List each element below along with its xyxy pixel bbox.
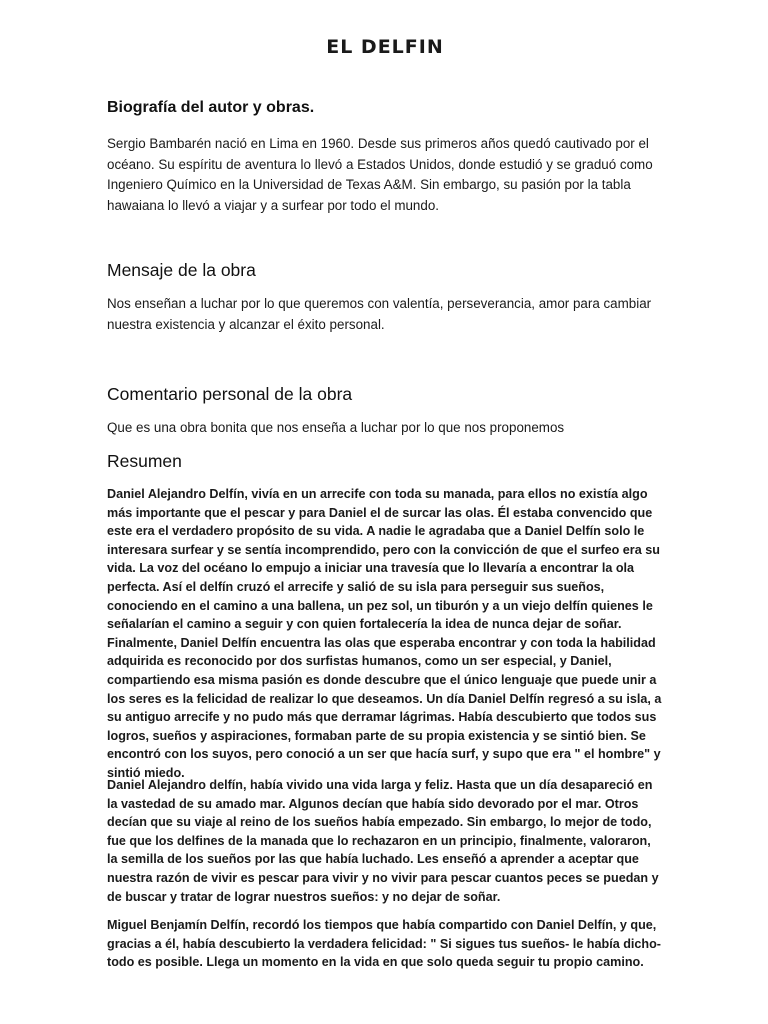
summary-paragraph-3: Miguel Benjamín Delfín, recordó los tiempos que había compartido con Daniel Delfín, y que, gracias a él, había descubierto la verdadera felicidad: " Si sigues tus sueños- le había dicho- todo es posible. Llega un momento en la vida en que solo queda seguir tu propio camino. xyxy=(107,918,661,970)
comment-heading: Comentario personal de la obra xyxy=(107,384,353,404)
biography-text: Sergio Bambarén nació en Lima en 1960. Desde sus primeros años quedó cautivado por el océano. Su espíritu de aventura lo llevó a Estados Unidos, donde estudió y se graduó como Ingeniero Químico en la Universidad de Texas A&M. Sin embargo, su pasión por la tabla hawaiana lo llevó a viajar y a surfear por todo el mundo. xyxy=(107,136,653,213)
document-title: EL DELFIN xyxy=(326,36,444,58)
summary-heading: Resumen xyxy=(107,451,182,471)
summary-paragraph-1: Daniel Alejandro Delfín, vivía en un arrecife con toda su manada, para ellos no existía algo más importante que el pescar y para Daniel el de surcar las olas. Él estaba convencido que este era el verdadero propósito de su vida. A nadie le agradaba que a Daniel Delfín solo le interesara surfear y se sentía incomprendido, pero con la convicción de que el surfeo era su vida. La voz del océano lo empujo a iniciar una travesía que lo llevaría a encontrar la ola perfecta. Así el delfín cruzó el arrecife y salió de su isla para perseguir sus sueños, conociendo en el camino a una ballena, un pez sol, un tiburón y a un viejo delfín quienes le señalarían el camino a seguir y con quien fortalecería la idea de nunca dejar de soñar. Finalmente, Daniel Delfín encuentra las olas que esperaba encontrar y con toda la habilidad adquirida es reconocido por dos surfistas humanos, como un ser especial, y Daniel, compartiendo esa misma pasión es donde descubre que el único lenguaje que puede unir a los seres es la felicidad de realizar lo que deseamos. Un día Daniel Delfín regresó a su isla, a su antiguo arrecife y no pudo más que derramar lágrimas. Había descubierto que todos sus logros, sueños y aspiraciones, formaban parte de su propia existencia y se sintió bien. Se encontró con los suyos, pero conoció a un ser que hacía surf, y supo que era " el hombre" y sintió miedo. xyxy=(107,487,662,780)
comment-text: Que es una obra bonita que nos enseña a luchar por lo que nos proponemos xyxy=(107,420,565,435)
summary-paragraph-2: Daniel Alejandro delfín, había vivido una vida larga y feliz. Hasta que un día desapareció en la vastedad de su amado mar. Algunos decían que había sido devorado por el mar. Otros decían que su viaje al reino de los sueños había empezado. Sin embargo, lo mejor de todo, fue que los delfines de la manada que lo rechazaron en un principio, finalmente, valoraron, la semilla de los sueños por las que había luchado. Les enseñó a aprender a aceptar que nuestra razón de vivir es pescar para vivir y no vivir para pescar cuantos peces se puedan y de buscar y tratar de lograr nuestros sueños: y no dejar de soñar. xyxy=(107,778,659,904)
message-heading: Mensaje de la obra xyxy=(107,260,256,280)
biography-heading: Biografía del autor y obras. xyxy=(107,99,315,116)
message-text: Nos enseñan a luchar por lo que queremos con valentía, perseverancia, amor para cambiar nuestra existencia y alcanzar el éxito personal. xyxy=(107,296,652,332)
